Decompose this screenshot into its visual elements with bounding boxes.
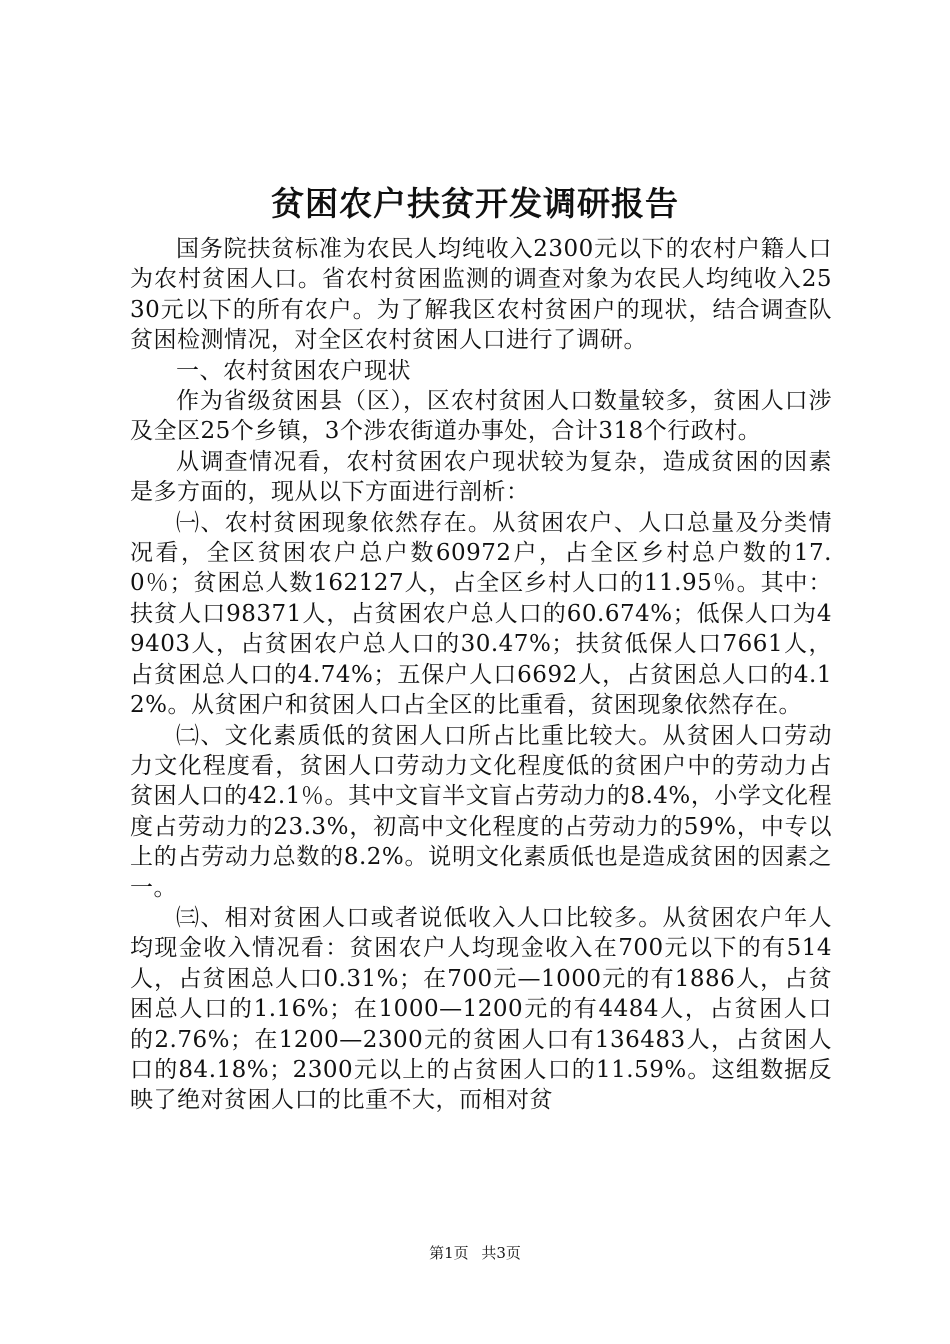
document-title: 贫困农户扶贫开发调研报告 [271,184,679,223]
document-body [130,234,832,1116]
section-heading: 一、农村贫困农户现状 [176,357,411,384]
paragraph-point-3: ㈢、相对贫困人口或者说低收入人口比较多。从贫困农户年人均现金收入情况看：贫困农户人均现金收入在700元以下的有514人，占贫困总人口0.31%；在700元—1000元的有1886人，占贫困总人口的1.16%；在1000—1200元的有4484人，占贫困人口的2.76%；在1200—2300元的贫困人口有136483人，占贫困人口的84.18%；2300元以上的占贫困人口的11.59%。这组数据反映了绝对贫困人口的比重不大，而相对贫 [130,904,832,1114]
paragraph-point-2: ㈡、文化素质低的贫困人口所占比重比较大。从贫困人口劳动力文化程度看，贫困人口劳动力文化程度低的贫困户中的劳动力占贫困人口的42.1％。其中文盲半文盲占劳动力的8.4%，小学文化程度占劳动力的23.3%，初高中文化程度的占劳动力的59%，中专以上的占劳动力总数的8.2%。说明文化素质低也是造成贫困的因素之一。 [130,722,832,901]
paragraph-intro: 国务院扶贫标准为农民人均纯收入2300元以下的农村户籍人口为农村贫困人口。省农村贫困监测的调查对象为农民人均纯收入2530元以下的所有农户。为了解我区农村贫困户的现状，结合调查队贫困检测情况，对全区农村贫困人口进行了调研。 [130,236,832,354]
paragraph-point-1: ㈠、农村贫困现象依然存在。从贫困农户、人口总量及分类情况看，全区贫困农户总户数60972户，占全区乡村总户数的17.0％；贫困总人数162127人，占全区乡村人口的11.95％。其中：扶贫人口98371人，占贫困农户总人口的60.674%；低保人口为49403人，占贫困农户总人口的30.47%；扶贫低保人口7661人，占贫困总人口的4.74%；五保户人口6692人，占贫困总人口的4.12%。从贫困户和贫困人口占全区的比重看，贫困现象依然存在。 [130,509,832,719]
page-number: 第1页 [429,1244,469,1262]
page-footer [0,1243,950,1263]
paragraph-overview: 作为省级贫困县（区），区农村贫困人口数量较多，贫困人口涉及全区25个乡镇，3个涉农街道办事处，合计318个行政村。 [130,388,832,445]
paragraph-analysis-intro: 从调查情况看，农村贫困农户现状较为复杂，造成贫困的因素是多方面的，现从以下方面进行剖析： [130,448,832,506]
page-total: 共3页 [481,1244,521,1262]
